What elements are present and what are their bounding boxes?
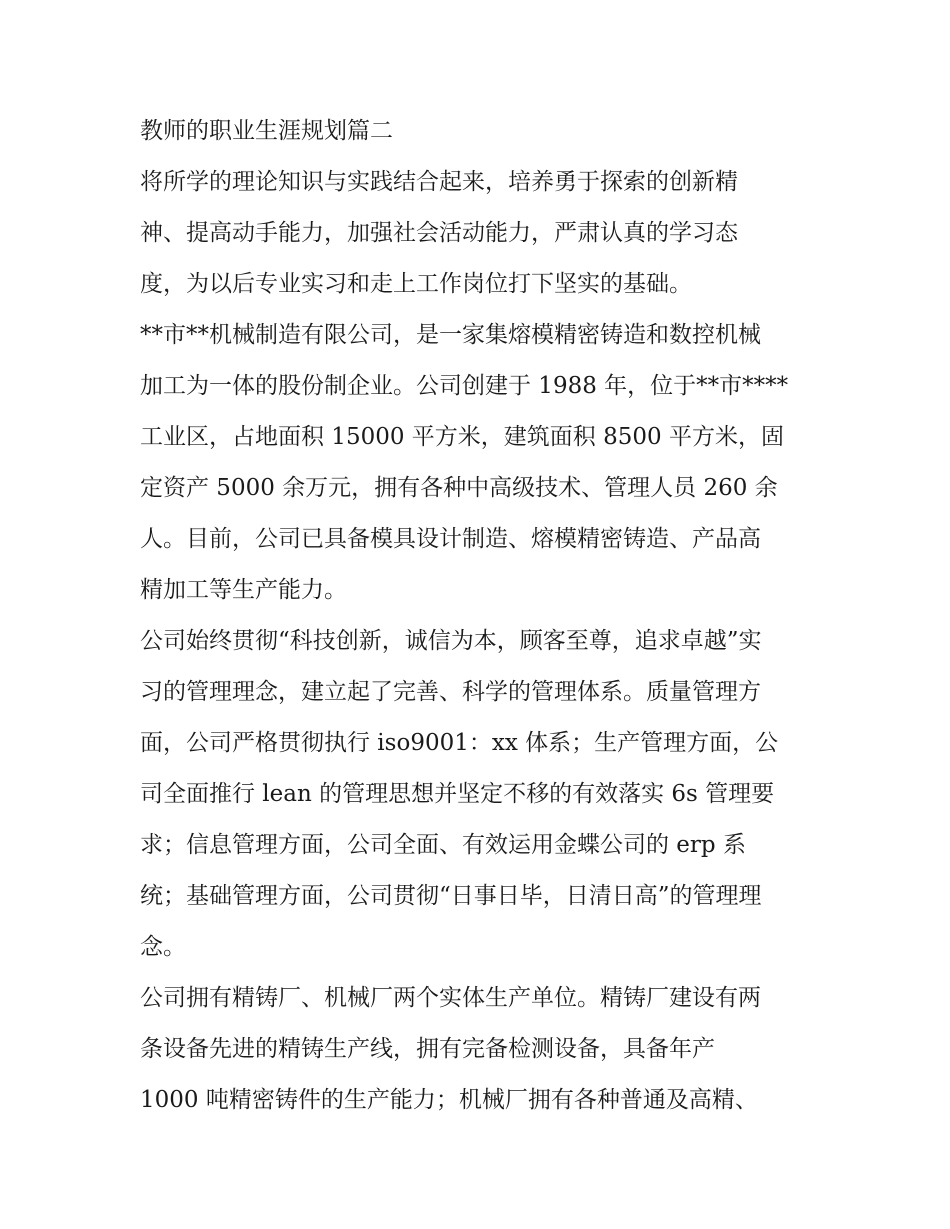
text-line: 公司始终贯彻“科技创新，诚信为本，顾客至尊，追求卓越”实 — [140, 628, 762, 654]
text-line: 1000 吨精密铸件的生产能力；机械厂拥有各种普通及高精、 — [140, 1087, 758, 1113]
text-line: 神、提高动手能力，加强社会活动能力，严肃认真的学习态 — [140, 220, 738, 246]
text-line: 面，公司严格贯彻执行 iso9001：xx 体系；生产管理方面，公 — [140, 730, 779, 756]
text-line: 度，为以后专业实习和走上工作岗位打下坚实的基础。 — [140, 271, 692, 297]
text-line: 公司拥有精铸厂、机械厂两个实体生产单位。精铸厂建设有两 — [140, 985, 761, 1011]
text-line: 加工为一体的股份制企业。公司创建于 1988 年，位于**市**** — [140, 373, 789, 399]
document-title: 教师的职业生涯规划篇二 — [140, 118, 393, 144]
text-line: **市**机械制造有限公司，是一家集熔模精密铸造和数控机械 — [140, 322, 761, 348]
text-line: 将所学的理论知识与实践结合起来，培养勇于探索的创新精 — [140, 169, 738, 195]
text-line: 定资产 5000 余万元，拥有各种中高级技术、管理人员 260 余 — [140, 475, 778, 501]
text-line: 念。 — [140, 934, 186, 960]
text-line: 精加工等生产能力。 — [140, 577, 347, 603]
text-line: 条设备先进的精铸生产线，拥有完备检测设备，具备年产 — [140, 1036, 715, 1062]
text-line: 统；基础管理方面，公司贯彻“日事日毕，日清日高”的管理理 — [140, 883, 762, 909]
text-line: 人。目前，公司已具备模具设计制造、熔模精密铸造、产品高 — [140, 526, 761, 552]
text-line: 工业区，占地面积 15000 平方米，建筑面积 8500 平方米，固 — [140, 424, 784, 450]
text-line: 习的管理理念，建立起了完善、科学的管理体系。质量管理方 — [140, 679, 761, 705]
document-body — [140, 106, 820, 1126]
text-line: 求；信息管理方面，公司全面、有效运用金蝶公司的 erp 系 — [140, 832, 746, 858]
text-line: 司全面推行 lean 的管理思想并坚定不移的有效落实 6s 管理要 — [140, 781, 775, 807]
